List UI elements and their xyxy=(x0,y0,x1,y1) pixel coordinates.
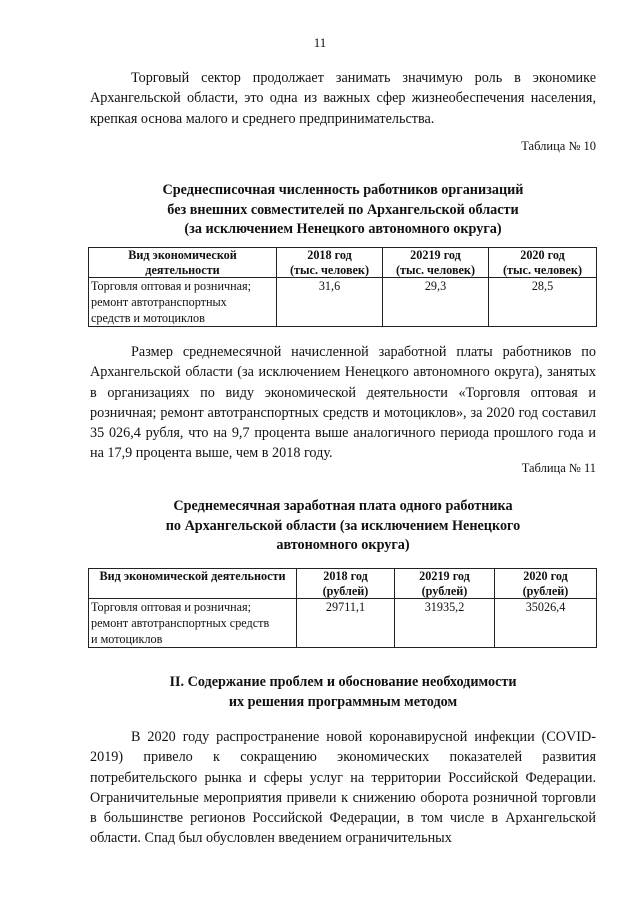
table-row xyxy=(89,278,597,327)
intro-paragraph: Торговый сектор продолжает занимать значимую роль в экономике Архангельской области, это одна из важных сфер жизнеобеспечения населения, крепкая основа малого и среднего предпринимательства. xyxy=(90,70,596,127)
activity-line: средств и мотоциклов xyxy=(91,311,205,325)
value-2018: 31,6 xyxy=(277,278,383,327)
value-2018: 29711,1 xyxy=(297,599,395,648)
header-line: (рублей) xyxy=(322,583,369,598)
activity-line: Торговля оптовая и розничная; xyxy=(91,600,252,614)
table-10-title-line: Среднесписочная численность работников организаций xyxy=(162,182,524,198)
salary-paragraph: Размер среднемесячной начисленной заработной платы работников по Архангельской области (за исключением Ненецкого автономного округа), занятых в организациях по виду экономической деятельности «Торговля оптовая и розничная; ремонт автотранспортных средств и мотоциклов», за 2020 год составил 35 026,4 рубля, что на 9,7 процента выше аналогичного периода прошлого года и на 17,9 процента выше, чем в 2018 году. xyxy=(90,344,596,462)
column-header xyxy=(489,248,597,278)
value-2019: 29,3 xyxy=(383,278,489,327)
value-2019: 31935,2 xyxy=(395,599,495,648)
activity-cell xyxy=(89,599,297,648)
covid-paragraph: В 2020 году распространение новой коронавирусной инфекции (COVID-2019) привело к сокращению экономических показателей развития потребительского рынка и сферы услуг на территории Российской Федерации. Ограничительные мероприятия привели к снижению оборота розничной торговли в большинстве регионов Российской Федерации, в том числе в Архангельской области. Спад был обусловлен введением ограничительных xyxy=(90,729,596,847)
section-title-line: II. Содержание проблем и обоснование необходимости xyxy=(169,674,517,690)
section-title-line: их решения программным методом xyxy=(228,693,458,710)
table-11-title-line: автономного округа) xyxy=(276,537,410,553)
table-11-title xyxy=(90,497,596,556)
activity-line: Торговля оптовая и розничная; xyxy=(91,279,252,293)
table-11-title-line: по Архангельской области (за исключением Ненецкого xyxy=(165,517,521,534)
table-header-row xyxy=(89,248,597,278)
column-header xyxy=(495,569,597,599)
table-11-label: Таблица № 11 xyxy=(521,461,596,475)
section-title xyxy=(90,673,596,712)
header-line: 2020 год xyxy=(520,248,565,262)
column-header xyxy=(277,248,383,278)
table-header-row xyxy=(89,569,597,599)
table-10-title xyxy=(90,181,596,240)
activity-line: и мотоциклов xyxy=(91,632,163,646)
activity-line: ремонт автотранспортных средств xyxy=(91,616,270,630)
header-line: 2018 год xyxy=(323,569,368,583)
table-10-label: Таблица № 10 xyxy=(521,139,596,153)
table-10 xyxy=(88,247,597,327)
header-line: 20219 год xyxy=(410,248,461,262)
header-line: Вид экономической деятельности xyxy=(99,569,286,583)
header-line: (тыс. человек) xyxy=(395,262,476,277)
page-number: 11 xyxy=(313,35,327,50)
table-11-title-line: Среднемесячная заработная плата одного работника xyxy=(173,498,513,514)
header-line: 2018 год xyxy=(307,248,352,262)
column-header xyxy=(297,569,395,599)
activity-line: ремонт автотранспортных xyxy=(91,295,227,309)
header-line: Вид экономической xyxy=(128,248,237,262)
table-11 xyxy=(88,568,597,648)
table-10-title-line: (за исключением Ненецкого автономного округа) xyxy=(184,221,502,237)
value-2020: 35026,4 xyxy=(495,599,597,648)
column-header xyxy=(395,569,495,599)
header-line: 2020 год xyxy=(523,569,568,583)
header-line: (тыс. человек) xyxy=(289,262,370,277)
column-header xyxy=(383,248,489,278)
header-line: (рублей) xyxy=(522,583,569,598)
header-line: деятельности xyxy=(145,262,220,277)
header-line: (рублей) xyxy=(421,583,468,598)
header-line: 20219 год xyxy=(419,569,470,583)
column-header xyxy=(89,248,277,278)
column-header xyxy=(89,569,297,599)
header-line: (тыс. человек) xyxy=(502,262,583,277)
table-10-title-line: без внешних совместителей по Архангельской области xyxy=(167,201,519,218)
activity-cell xyxy=(89,278,277,327)
table-row xyxy=(89,599,597,648)
value-2020: 28,5 xyxy=(489,278,597,327)
